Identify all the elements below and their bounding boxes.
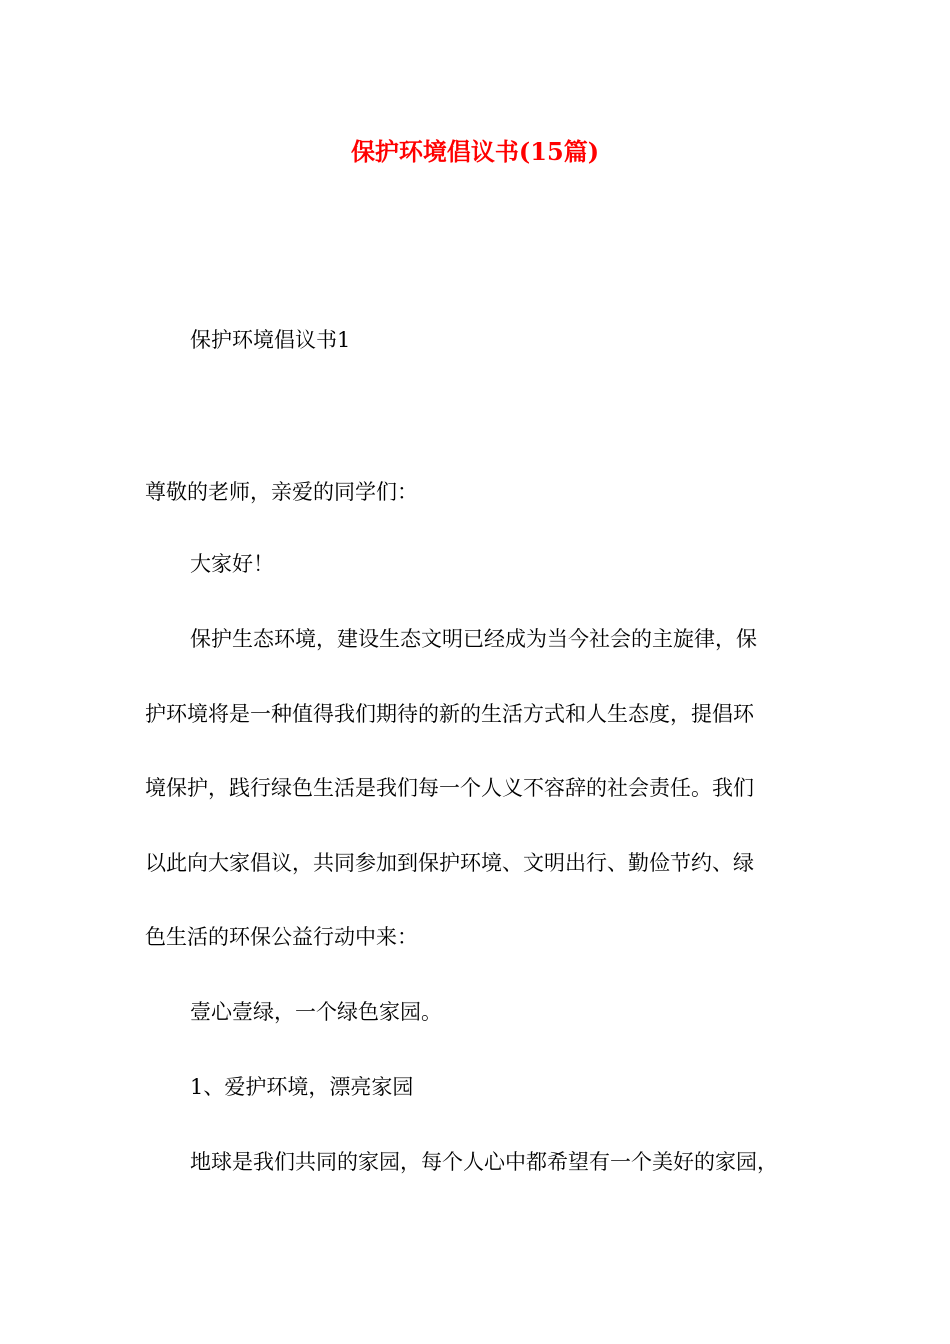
salutation: 尊敬的老师，亲爱的同学们： [145,480,418,504]
paragraph-line: 保护生态环境，建设生态文明已经成为当今社会的主旋律，保 [190,627,757,651]
section-heading: 保护环境倡议书1 [190,328,351,352]
paragraph-line: 护环境将是一种值得我们期待的新的生活方式和人生态度，提倡环 [145,702,754,726]
greeting: 大家好！ [190,552,274,576]
paragraph-line: 地球是我们共同的家园，每个人心中都希望有一个美好的家园， [190,1150,778,1174]
paragraph-line: 境保护，践行绿色生活是我们每一个人义不容辞的社会责任。我们 [145,776,754,800]
paragraph-line: 壹心壹绿，一个绿色家园。 [190,1000,442,1024]
paragraph-line: 以此向大家倡议，共同参加到保护环境、文明出行、勤俭节约、绿 [145,851,754,875]
document-title: 保护环境倡议书(15篇) [350,137,600,166]
paragraph-line: 色生活的环保公益行动中来： [145,925,418,949]
list-heading: 1、爱护环境，漂亮家园 [190,1075,414,1099]
